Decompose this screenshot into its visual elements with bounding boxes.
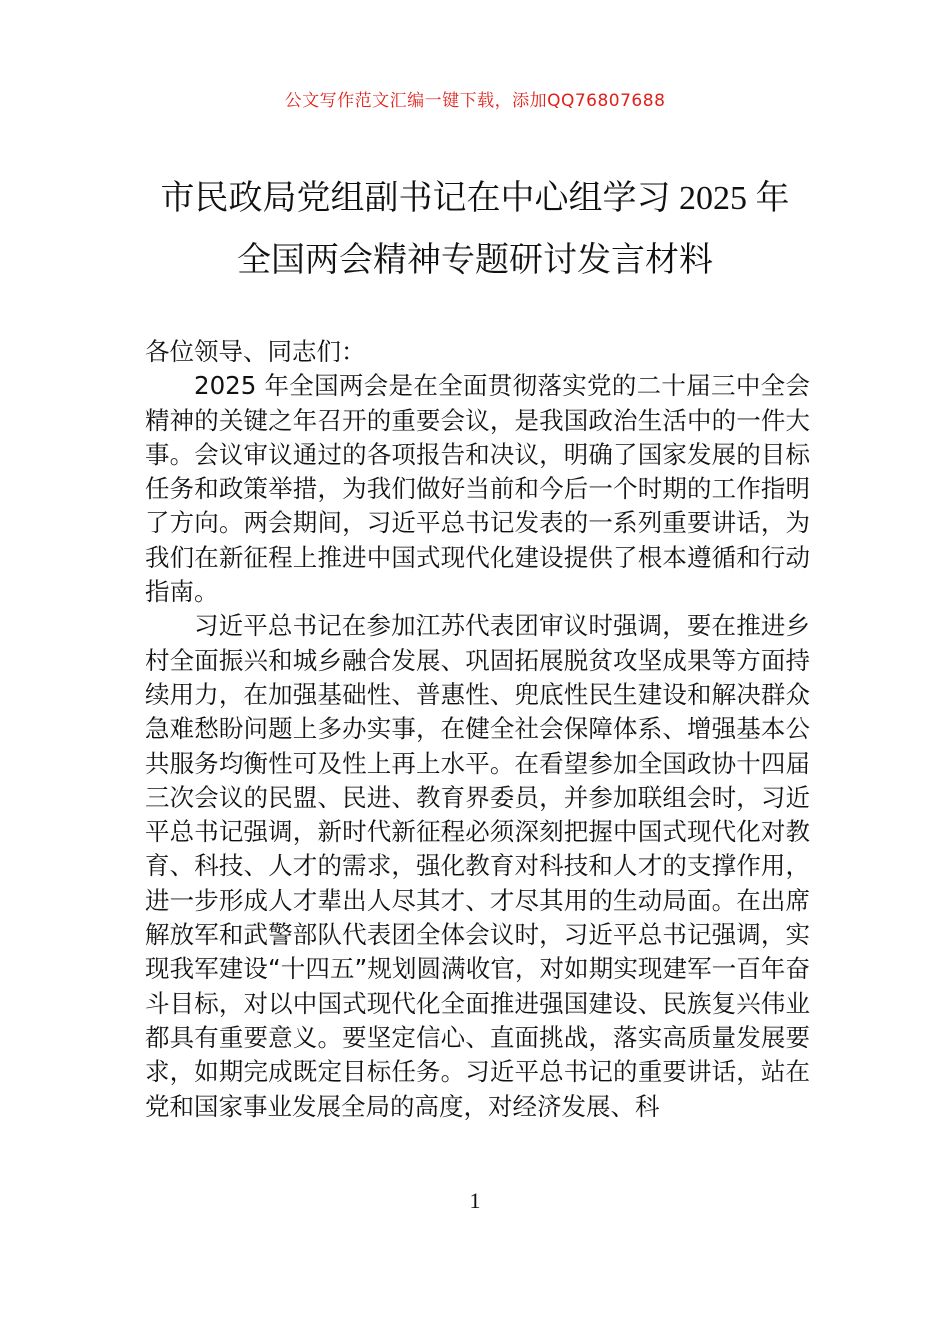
salutation: 各位领导、同志们： (145, 337, 366, 366)
body-paragraph: 2025 年全国两会是在全面贯彻落实党的二十届三中全会精神的关键之年召开的重要会议，是我国政治生活中的一件大事。会议审议通过的各项报告和决议，明确了国家发展的目标任务和政策举措，为我们做好当前和今后一个时期的工作指明了方向。两会期间，习近平总书记发表的一系列重要讲话，为我们在新征程上推进中国式现代化建设提供了根本遵循和行动指南。 (145, 371, 810, 607)
title-line-2: 全国两会精神专题研讨发言材料 (237, 242, 713, 279)
header-download-note: 公文写作范文汇编一键下载，添加QQ76807688 (284, 91, 666, 111)
body-paragraph: 习近平总书记在参加江苏代表团审议时强调，要在推进乡村全面振兴和城乡融合发展、巩固拓展脱贫攻坚成果等方面持续用力，在加强基础性、普惠性、兜底性民生建设和解决群众急难愁盼问题上多办实事，在健全社会保障体系、增强基本公共服务均衡性可及性上再上水平。在看望参加全国政协十四届三次会议的民盟、民进、教育界委员，并参加联组会时，习近平总书记强调，新时代新征程必须深刻把握中国式现代化对教育、科技、人才的需求，强化教育对科技和人才的支撑作用，进一步形成人才辈出人尽其才、才尽其用的生动局面。在出席解放军和武警部队代表团全体会议时，习近平总书记强调，实现我军建设“十四五”规划圆满收官，对如期实现建军一百年奋斗目标，对以中国式现代化全面推进强国建设、民族复兴伟业都具有重要意义。要坚定信心、直面挑战，落实高质量发展要求，如期完成既定目标任务。习近平总书记的重要讲话，站在党和国家事业发展全局的高度，对经济发展、科 (145, 611, 810, 1121)
document-title (120, 168, 830, 292)
title-line-1: 市民政局党组副书记在中心组学习 2025 年 (160, 180, 790, 217)
page-number: 1 (469, 1188, 481, 1213)
document-body (145, 335, 810, 1124)
